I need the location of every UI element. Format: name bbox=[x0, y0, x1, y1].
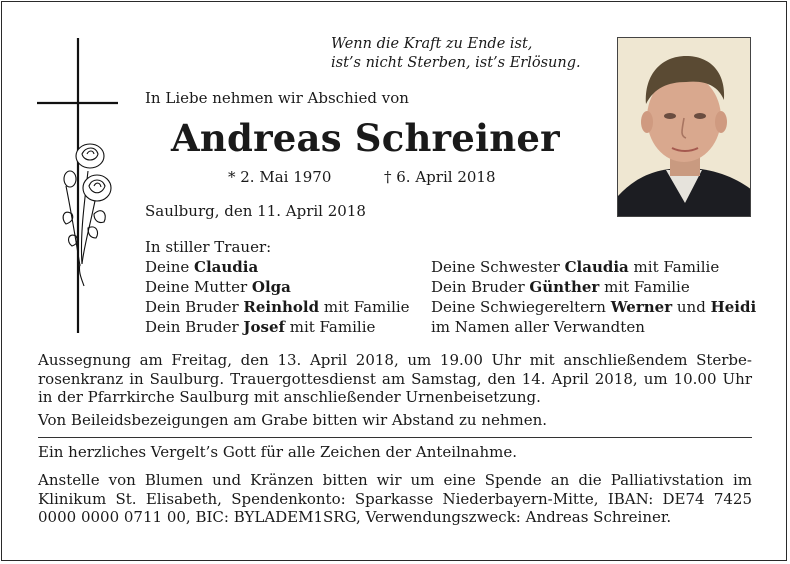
quote-line-1: Wenn die Kraft zu Ende ist, bbox=[331, 36, 533, 52]
donation-text: Anstelle von Blumen und Kränzen bitten wir um eine Spende an die Palliativstation im Klinikum St. Elisabeth, Spendenkonto: Sparkasse Niederbayern-Mitte, IBAN: DE74 7425 0000 0000 0711 00, BIC: BYLADEM1SRG, Verwendungszweck: Andreas Schreiner. bbox=[38, 471, 752, 526]
mourner-right-2: Dein Bruder Günther mit Familie bbox=[431, 278, 690, 296]
mourner-right-1: Deine Schwester Claudia mit Familie bbox=[431, 258, 720, 276]
birth-date: * 2. Mai 1970 bbox=[228, 168, 332, 186]
quote-line-2: ist’s nicht Sterben, ist’s Erlösung. bbox=[331, 55, 581, 71]
mourners-heading: In stiller Trauer: bbox=[145, 238, 272, 256]
mourner-left-2: Deine Mutter Olga bbox=[145, 278, 291, 296]
service-text: Aussegnung am Freitag, den 13. April 2018, um 19.00 Uhr mit anschließendem Sterberosenkranz in Saulburg. Trauergottesdienst am Samstag, den 14. April 2018, um 10.00 Uhr in der Pfarrkirche Saulburg mit anschließender Urnenbeisetzung. bbox=[38, 351, 752, 406]
condolence-text: Von Beileidsbezeigungen am Grabe bitten wir Abstand zu nehmen. bbox=[38, 411, 548, 429]
mourner-left-1: Deine Claudia bbox=[145, 258, 259, 276]
deceased-name: Andreas Schreiner bbox=[171, 116, 560, 160]
mourner-left-3: Dein Bruder Reinhold mit Familie bbox=[145, 298, 410, 316]
portrait-photo bbox=[617, 37, 751, 217]
divider bbox=[38, 437, 752, 438]
thanks-text: Ein herzliches Vergelt’s Gott für alle Zeichen der Anteilnahme. bbox=[38, 443, 518, 461]
place-date: Saulburg, den 11. April 2018 bbox=[145, 202, 366, 220]
mourner-left-4: Dein Bruder Josef mit Familie bbox=[145, 318, 376, 336]
mourner-right-4: im Namen aller Verwandten bbox=[431, 318, 645, 336]
mourner-right-3: Deine Schwiegereltern Werner und Heidi bbox=[431, 298, 757, 316]
cross-icon bbox=[36, 36, 120, 336]
death-date: † 6. April 2018 bbox=[384, 168, 496, 186]
intro-text: In Liebe nehmen wir Abschied von bbox=[145, 89, 409, 107]
rose-icon bbox=[63, 144, 111, 286]
